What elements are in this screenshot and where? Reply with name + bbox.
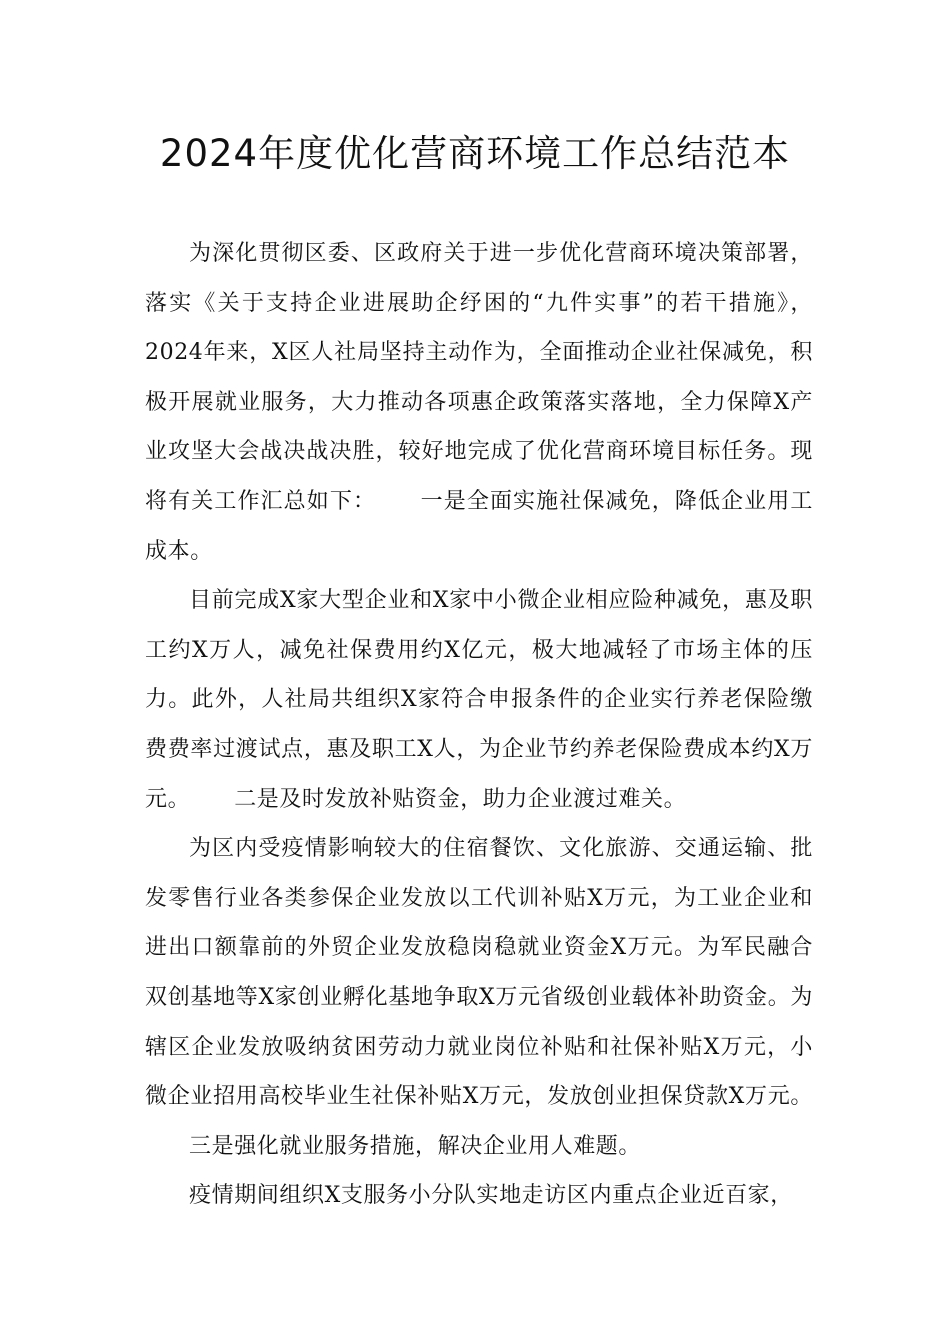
document-title: 2024年度优化营商环境工作总结范本 <box>159 132 791 175</box>
section-heading-3: 三是强化就业服务措施，解决企业用人难题。 <box>189 1133 642 1159</box>
paragraph-4 <box>145 1171 813 1221</box>
paragraph-3-text: 为区内受疫情影响较大的住宿餐饮、文化旅游、交通运输、批发零售行业各类参保企业发放以工代训补贴X万元，为工业企业和进出口额靠前的外贸企业发放稳岗稳就业资金X万元。为军民融合双创基地等X家创业孵化基地争取X万元省级创业载体补助资金。为辖区企业发放吸纳贫困劳动力就业岗位补贴和社保补贴X万元，小微企业招用高校毕业生社保补贴X万元，发放创业担保贷款X万元。 <box>145 836 813 1110</box>
paragraph-3 <box>145 824 813 1171</box>
section-heading-2: 二是及时发放补贴资金，助力企业渡过难关。 <box>234 786 687 812</box>
paragraph-2-text: 目前完成X家大型企业和X家中小微企业相应险种减免，惠及职工约X万人，减免社保费用约X亿元，极大地减轻了市场主体的压力。此外，人社局共组织X家符合申报条件的企业实行养老保险缴费费率过渡试点，惠及职工X人，为企业节约养老保险费成本约X万元。 <box>145 588 813 812</box>
paragraph-4-text: 疫情期间组织X支服务小分队实地走访区内重点企业近百家， <box>189 1183 793 1209</box>
paragraph-1-text: 为深化贯彻区委、区政府关于进一步优化营商环境决策部署，落实《关于支持企业进展助企纾困的“九件实事”的若干措施》，2024年来，X区人社局坚持主动作为，全面推动企业社保减免，积极开展就业服务，大力推动各项惠企政策落实落地，全力保障X产业攻坚大会战决战决胜，较好地完成了优化营商环境目标任务。现将有关工作汇总如下： <box>145 241 813 514</box>
paragraph-2 <box>145 576 813 824</box>
section-heading-1: 一是全面实施社保减免，降低企业用工成本。 <box>145 488 813 564</box>
document-body <box>145 229 813 1221</box>
paragraph-1 <box>145 229 813 576</box>
